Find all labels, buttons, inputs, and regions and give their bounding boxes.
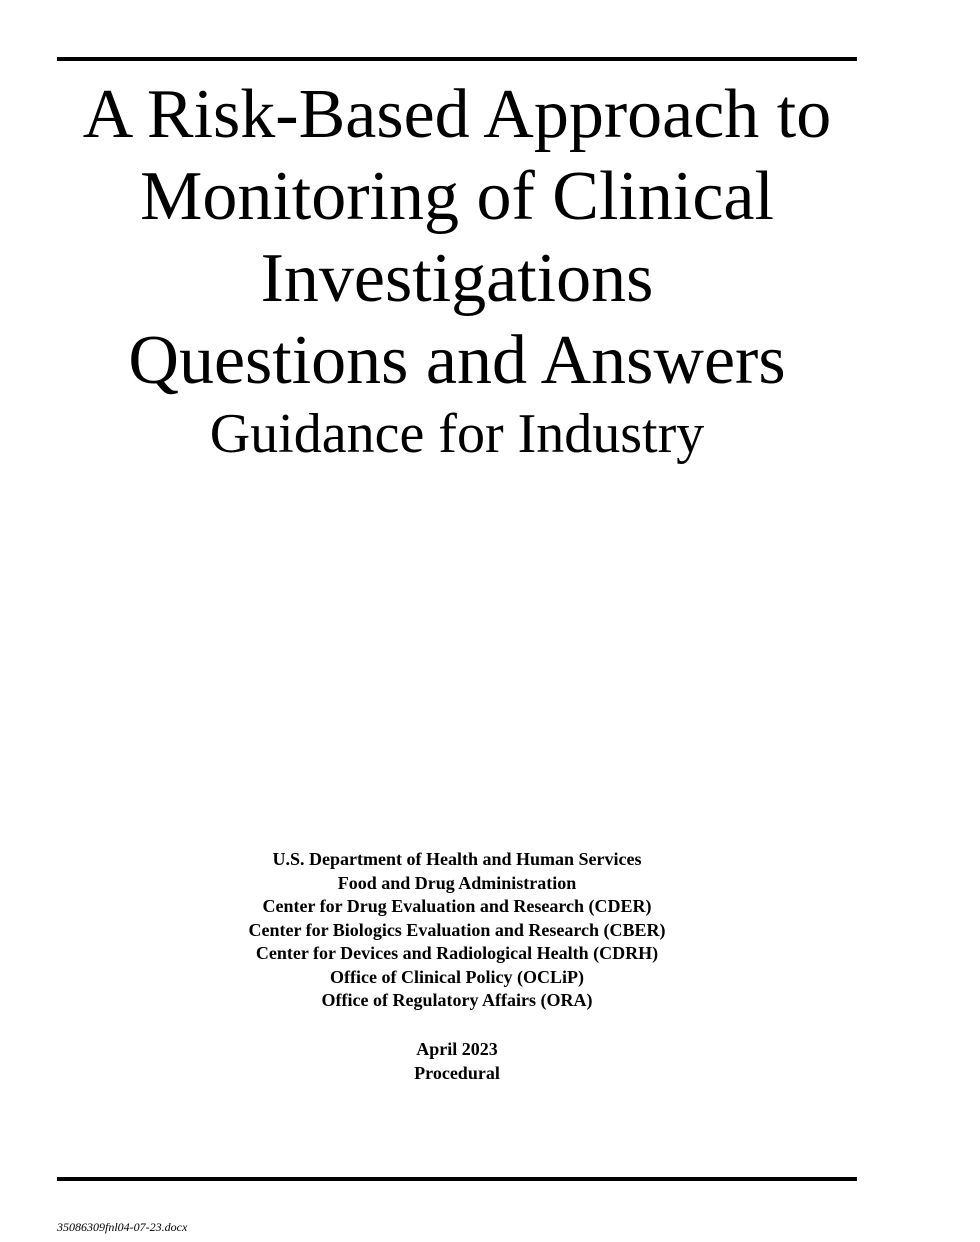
top-horizontal-rule: [57, 57, 857, 61]
agency-line-hhs: U.S. Department of Health and Human Services: [272, 849, 642, 869]
document-subtitle: Guidance for Industry: [209, 403, 705, 465]
agency-line-ora: Office of Regulatory Affairs (ORA): [321, 990, 593, 1010]
title-line-1: A Risk-Based Approach to: [82, 76, 832, 153]
bottom-horizontal-rule: [57, 1177, 857, 1181]
agency-line-oclip: Office of Clinical Policy (OCLiP): [330, 966, 584, 987]
title-line-4: Questions and Answers: [128, 322, 786, 399]
agency-line-cder: Center for Drug Evaluation and Research (CDER): [262, 896, 652, 916]
agency-line-cdrh: Center for Devices and Radiological Health (CDRH): [255, 943, 659, 963]
document-title-block: [57, 74, 857, 466]
agency-line-fda: Food and Drug Administration: [337, 872, 577, 893]
guidance-category: Procedural: [414, 1062, 500, 1083]
title-line-3: Investigations: [260, 240, 654, 317]
issuing-agencies: [57, 848, 857, 1013]
title-line-2: Monitoring of Clinical: [140, 158, 774, 235]
agency-line-cber: Center for Biologics Evaluation and Research (CBER): [248, 919, 666, 940]
footer-file-name: 35086309fnl04-07-23.docx: [57, 1220, 188, 1234]
date-and-category: [57, 1038, 857, 1085]
publication-date: April 2023: [416, 1039, 498, 1059]
